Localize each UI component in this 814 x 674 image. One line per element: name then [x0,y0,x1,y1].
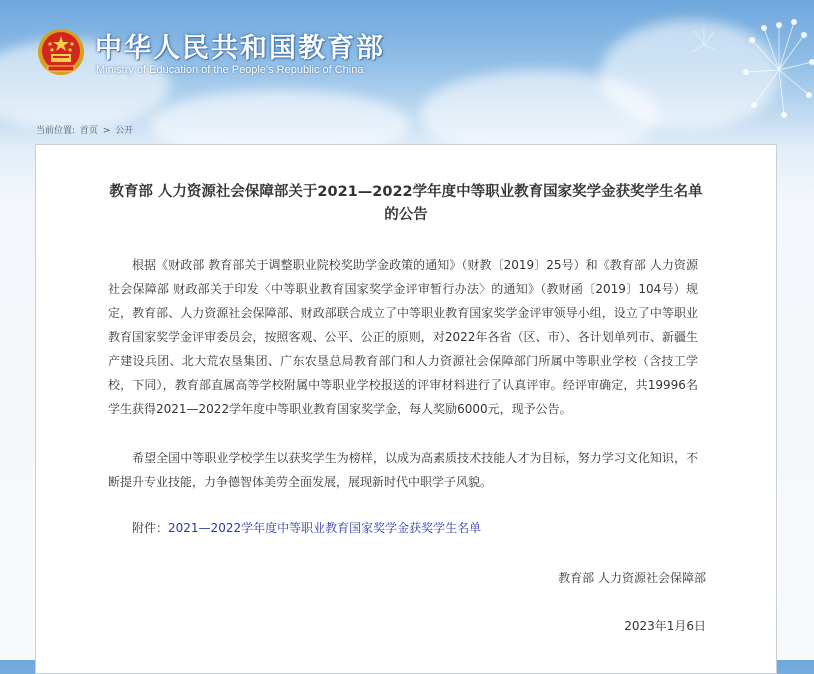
attachment [132,519,481,536]
site-title: 中华人民共和国教育部 [95,33,385,64]
article-title [96,181,716,227]
cloud-decoration [150,90,410,145]
attachment-label: 附件： [132,521,169,535]
article-title-line2: 的公告 [384,207,428,223]
breadcrumb-prefix: 当前位置: [36,126,76,136]
breadcrumb-home-link[interactable]: 首页 [79,126,98,136]
article-panel [35,144,777,674]
paragraph-text: 根据《财政部 教育部关于调整职业院校奖助学金政策的通知》（财教〔2019〕25号）和《教育部 人力资源社会保障部 财政部关于印发〈中等职业教育国家奖学金评审暂行办法〉的通知》（教财函〔2019〕104号）规定，教育部、人力资源社会保障部、财政部联合成立了中等职业教育国家奖学金评审领导小组，设立了中等职业教育国家奖学金评审委员会，按照客观、公平、公正的原则，对2022年各省（区、市）、各计划单列市、新疆生产建设兵团、北大荒农垦集团、广东农垦总局教育部门和人力资源社会保障部门所属中等职业学校（含技工学校，下同），教育部直属高等学校附属中等职业学校报送的评审材料进行了认真评审。经评审确定，共19996名学生获得2021—2022学年度中等职业教育国家奖学金，每人奖励6000元，现予公告。 [108,258,698,416]
paragraph-text: 希望全国中等职业学校学生以获奖学生为榜样，以成为高素质技术技能人才为目标，努力学习文化知识，不断提升专业技能，力争德智体美劳全面发展，展现新时代中职学子风貌。 [108,451,698,489]
site-header [0,0,814,145]
article-title-line1: 教育部 人力资源社会保障部关于2021—2022学年度中等职业教育国家奖学金获奖学生名单 [109,184,703,200]
site-subtitle: Ministry of Education of the People's Republic of China [96,64,364,76]
publish-date: 2023年1月6日 [624,619,706,633]
signature: 教育部 人力资源社会保障部 [558,571,706,585]
article-paragraph [108,253,698,421]
breadcrumb [36,123,135,136]
dandelion-decoration [684,0,814,140]
article-paragraph [108,446,698,494]
national-emblem-icon [36,27,86,77]
attachment-link[interactable]: 2021—2022学年度中等职业教育国家奖学金获奖学生名单 [168,521,482,535]
breadcrumb-current-link[interactable]: 公开 [115,126,134,136]
breadcrumb-separator: > [102,126,111,136]
